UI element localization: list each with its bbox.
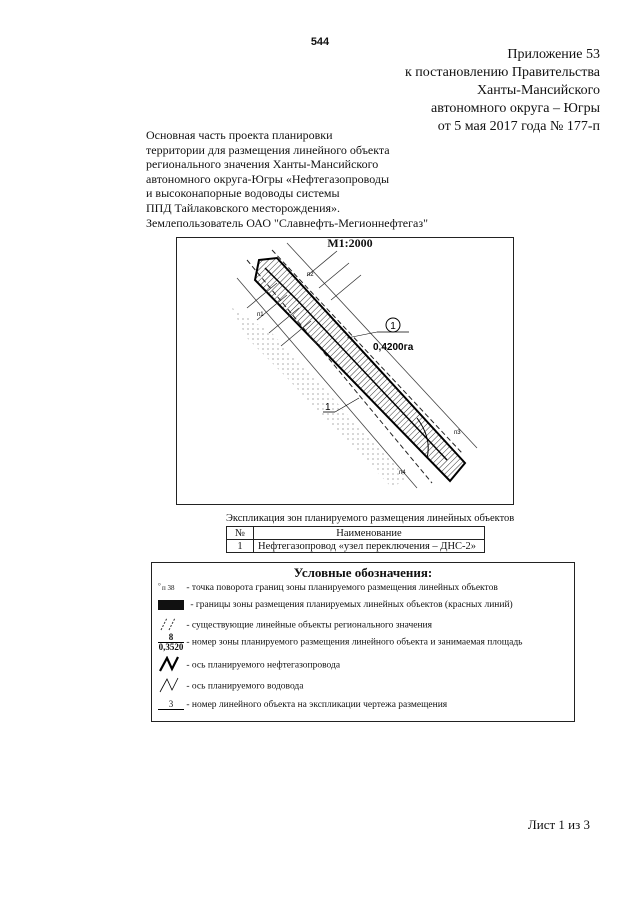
legend-text: - точка поворота границ зоны планируемого размещения линейных объектов (186, 583, 498, 593)
zone-area: 0,4200га (373, 342, 414, 353)
legend-item-existing-lines (158, 617, 432, 634)
point-label: п2 (307, 272, 314, 278)
explication-caption: Экспликация зон планируемого размещения линейных объектов (226, 513, 515, 524)
turn-point-icon: ° п 38 (158, 582, 175, 592)
project-line: ППД Тайлаковского месторождения». (146, 200, 341, 215)
scale-label: М1:2000 (327, 236, 373, 250)
explication-table (226, 526, 485, 553)
table-header-row (227, 527, 485, 540)
site-plan-drawing (177, 238, 515, 506)
sheet-number: Лист 1 из 3 (527, 817, 590, 832)
table-header-name: Наименование (254, 527, 485, 540)
drawing-frame (176, 237, 514, 505)
existing-line (247, 260, 432, 483)
appendix-line: Ханты-Мансийского (476, 83, 600, 98)
legend-box (151, 562, 575, 722)
table-cell-num: 1 (227, 540, 254, 553)
legend-title: Условные обозначения: (293, 565, 433, 580)
legend-item-zone-number (158, 633, 523, 652)
point-label: п1 (257, 312, 264, 318)
point-label: п3 (454, 430, 461, 436)
legend-item-object-number (158, 700, 447, 710)
legend-item-zone-boundary (158, 600, 513, 610)
appendix-header (300, 46, 600, 136)
zone-boundary-icon (158, 600, 184, 610)
legend-item-turn-point (158, 583, 498, 593)
zone-number: 1 (390, 321, 396, 332)
project-line: Землепользователь ОАО "Славнефть-Мегионнефтегаз" (146, 215, 428, 230)
project-line: Основная часть проекта планировки (146, 128, 333, 142)
project-line: регионального значения Ханты-Мансийского (146, 157, 379, 172)
pipeline-axis-icon (158, 656, 184, 675)
object-number-icon: 3 (158, 700, 184, 710)
legend-text: - номер линейного объекта на экспликации чертежа размещения (186, 700, 448, 710)
legend-text: - существующие линейные объекты регионального значения (186, 620, 433, 631)
project-description (146, 128, 466, 230)
legend-item-pipeline-axis (158, 656, 340, 675)
table-header-num: № (227, 527, 254, 540)
appendix-line: Приложение 53 (507, 47, 600, 62)
legend-text: - ось планируемого нефтегазопровода (186, 660, 341, 671)
table-row (227, 540, 485, 553)
appendix-line: автономного округа – Югры (431, 101, 600, 116)
project-line: автономного округа-Югры «Нефтегазопроводы (146, 171, 390, 186)
legend-item-water-axis (158, 677, 303, 696)
object-number: 1 (325, 402, 331, 413)
page-number: 544 (310, 36, 330, 48)
project-line: и высоконапорные водоводы системы (146, 186, 340, 201)
table-cell-name: Нефтегазопровод «узел переключения – ДНС-2» (254, 540, 485, 553)
legend-text: - номер зоны планируемого размещения линейного объекта и занимаемая площадь (186, 637, 523, 648)
zone-number-icon: $\frac{8}{0,3520}$ (158, 632, 184, 652)
legend-text: - ось планируемого водовода (186, 681, 304, 692)
water-axis-icon (158, 677, 184, 696)
project-line: территории для размещения линейного объекта (146, 142, 390, 157)
appendix-line: от 5 мая 2017 года № 177-п (437, 119, 600, 134)
appendix-line: к постановлению Правительства (404, 65, 600, 80)
point-label: п4 (399, 470, 406, 476)
legend-text: - границы зоны размещения планируемых линейных объектов (красных линий) (190, 600, 513, 610)
